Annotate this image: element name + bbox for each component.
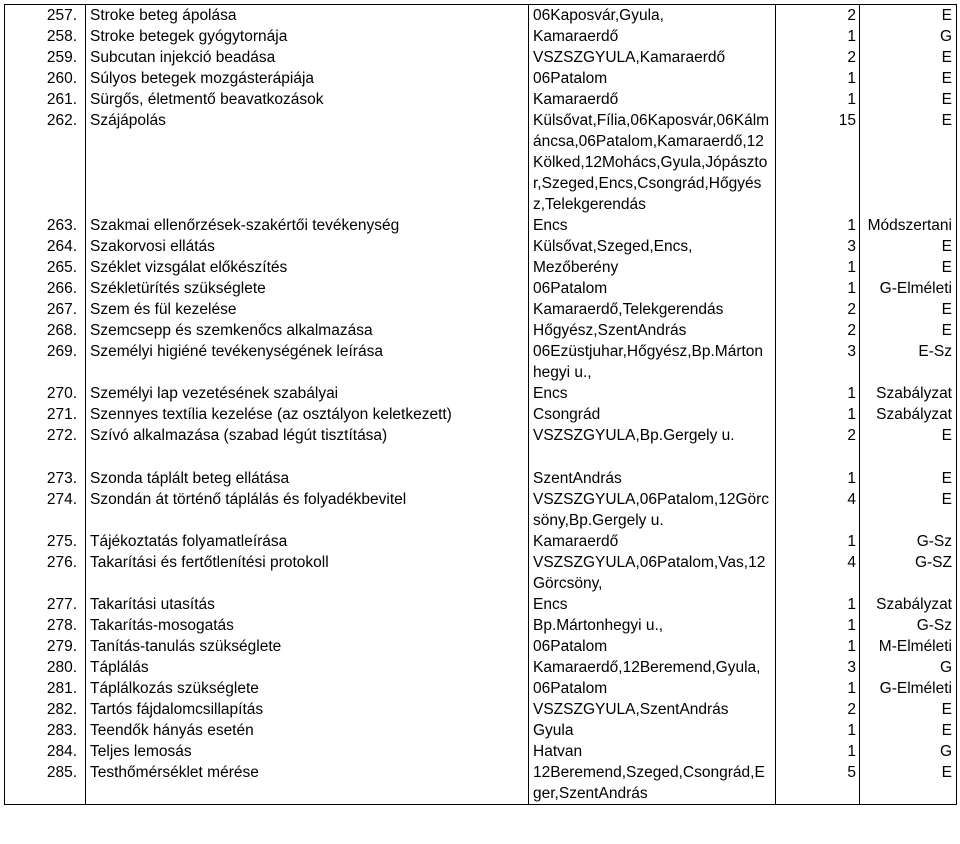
table-row bbox=[5, 68, 957, 89]
locations: SzentAndrás bbox=[529, 468, 776, 489]
table-row bbox=[5, 446, 957, 468]
table-row bbox=[5, 320, 957, 341]
category: M-Elméleti bbox=[860, 636, 957, 657]
location-count: 1 bbox=[776, 636, 860, 657]
procedure-title: Szájápolás bbox=[86, 110, 529, 215]
procedure-title: Széklet vizsgálat előkészítés bbox=[86, 257, 529, 278]
table-row bbox=[5, 531, 957, 552]
row-number: 261. bbox=[5, 89, 86, 110]
category bbox=[860, 446, 957, 468]
row-number: 258. bbox=[5, 26, 86, 47]
table-row bbox=[5, 615, 957, 636]
category: E bbox=[860, 320, 957, 341]
row-number: 257. bbox=[5, 5, 86, 27]
location-count: 1 bbox=[776, 468, 860, 489]
category: Módszertani bbox=[860, 215, 957, 236]
table-row bbox=[5, 278, 957, 299]
category: E bbox=[860, 89, 957, 110]
procedure-title: Személyi higiéné tevékenységének leírása bbox=[86, 341, 529, 383]
table-row bbox=[5, 236, 957, 257]
locations: VSZSZGYULA,SzentAndrás bbox=[529, 699, 776, 720]
locations: Kamaraerdő bbox=[529, 531, 776, 552]
table-row bbox=[5, 468, 957, 489]
table-row bbox=[5, 5, 957, 27]
location-count: 2 bbox=[776, 699, 860, 720]
locations: Hatvan bbox=[529, 741, 776, 762]
category: G bbox=[860, 26, 957, 47]
locations: 06Patalom bbox=[529, 636, 776, 657]
procedure-title: Táplálkozás szükséglete bbox=[86, 678, 529, 699]
table-row bbox=[5, 341, 957, 383]
locations: Külsővat,Szeged,Encs, bbox=[529, 236, 776, 257]
row-number: 285. bbox=[5, 762, 86, 805]
category: Szabályzat bbox=[860, 404, 957, 425]
procedure-title: Szakorvosi ellátás bbox=[86, 236, 529, 257]
location-count: 1 bbox=[776, 404, 860, 425]
procedure-title: Tájékoztatás folyamatleírása bbox=[86, 531, 529, 552]
procedure-table bbox=[4, 4, 957, 805]
location-count: 1 bbox=[776, 678, 860, 699]
location-count: 2 bbox=[776, 320, 860, 341]
location-count: 2 bbox=[776, 425, 860, 446]
procedure-title: Takarítási és fertőtlenítési protokoll bbox=[86, 552, 529, 594]
locations: 12Beremend,Szeged,Csongrád,Eger,SzentAndrás bbox=[529, 762, 776, 805]
table-row bbox=[5, 720, 957, 741]
row-number: 272. bbox=[5, 425, 86, 446]
locations: Külsővat,Fília,06Kaposvár,06Kálmáncsa,06Patalom,Kamaraerdő,12Kölked,12Mohács,Gyula,Jópásztor,Szeged,Encs,Csongrád,Hőgyész,Telekgerendás bbox=[529, 110, 776, 215]
locations: 06Patalom bbox=[529, 278, 776, 299]
locations: Bp.Mártonhegyi u., bbox=[529, 615, 776, 636]
row-number: 283. bbox=[5, 720, 86, 741]
location-count: 1 bbox=[776, 215, 860, 236]
row-number: 276. bbox=[5, 552, 86, 594]
row-number: 269. bbox=[5, 341, 86, 383]
procedure-title: Szívó alkalmazása (szabad légút tisztítása) bbox=[86, 425, 529, 446]
locations: VSZSZGYULA,06Patalom,12Görcsöny,Bp.Gergely u. bbox=[529, 489, 776, 531]
row-number: 273. bbox=[5, 468, 86, 489]
procedure-title: Sürgős, életmentő beavatkozások bbox=[86, 89, 529, 110]
location-count: 2 bbox=[776, 47, 860, 68]
locations: Hőgyész,SzentAndrás bbox=[529, 320, 776, 341]
procedure-title: Szonda táplált beteg ellátása bbox=[86, 468, 529, 489]
location-count: 3 bbox=[776, 341, 860, 383]
row-number: 270. bbox=[5, 383, 86, 404]
table-row bbox=[5, 299, 957, 320]
row-number: 284. bbox=[5, 741, 86, 762]
procedure-title: Szennyes textília kezelése (az osztályon keletkezett) bbox=[86, 404, 529, 425]
procedure-title: Szemcsepp és szemkenőcs alkalmazása bbox=[86, 320, 529, 341]
procedure-title: Súlyos betegek mozgásterápiája bbox=[86, 68, 529, 89]
category: E bbox=[860, 236, 957, 257]
procedure-title: Szem és fül kezelése bbox=[86, 299, 529, 320]
location-count: 15 bbox=[776, 110, 860, 215]
row-number bbox=[5, 446, 86, 468]
procedure-title: Személyi lap vezetésének szabályai bbox=[86, 383, 529, 404]
locations: Kamaraerdő bbox=[529, 89, 776, 110]
row-number: 267. bbox=[5, 299, 86, 320]
category: E bbox=[860, 299, 957, 320]
category: E bbox=[860, 720, 957, 741]
locations: 06Patalom bbox=[529, 68, 776, 89]
category: Szabályzat bbox=[860, 383, 957, 404]
locations: Encs bbox=[529, 383, 776, 404]
table-row bbox=[5, 594, 957, 615]
category: E bbox=[860, 699, 957, 720]
location-count: 1 bbox=[776, 615, 860, 636]
locations: Encs bbox=[529, 215, 776, 236]
location-count: 3 bbox=[776, 657, 860, 678]
locations: VSZSZGYULA,06Patalom,Vas,12Görcsöny, bbox=[529, 552, 776, 594]
location-count: 1 bbox=[776, 531, 860, 552]
table-row bbox=[5, 26, 957, 47]
location-count: 3 bbox=[776, 236, 860, 257]
location-count bbox=[776, 446, 860, 468]
table-row bbox=[5, 47, 957, 68]
table-row bbox=[5, 552, 957, 594]
locations: 06Kaposvár,Gyula, bbox=[529, 5, 776, 27]
category: E-Sz bbox=[860, 341, 957, 383]
procedure-title: Tartós fájdalomcsillapítás bbox=[86, 699, 529, 720]
location-count: 1 bbox=[776, 383, 860, 404]
location-count: 1 bbox=[776, 26, 860, 47]
category: E bbox=[860, 68, 957, 89]
locations: Kamaraerdő,12Beremend,Gyula, bbox=[529, 657, 776, 678]
row-number: 262. bbox=[5, 110, 86, 215]
row-number: 259. bbox=[5, 47, 86, 68]
table-row bbox=[5, 89, 957, 110]
category: E bbox=[860, 47, 957, 68]
locations: Encs bbox=[529, 594, 776, 615]
category: G bbox=[860, 741, 957, 762]
row-number: 264. bbox=[5, 236, 86, 257]
locations: 06Ezüstjuhar,Hőgyész,Bp.Mártonhegyi u., bbox=[529, 341, 776, 383]
row-number: 274. bbox=[5, 489, 86, 531]
row-number: 271. bbox=[5, 404, 86, 425]
location-count: 2 bbox=[776, 299, 860, 320]
location-count: 2 bbox=[776, 5, 860, 27]
table-row bbox=[5, 741, 957, 762]
row-number: 279. bbox=[5, 636, 86, 657]
table-row bbox=[5, 489, 957, 531]
locations: VSZSZGYULA,Bp.Gergely u. bbox=[529, 425, 776, 446]
location-count: 5 bbox=[776, 762, 860, 805]
category: G-SZ bbox=[860, 552, 957, 594]
procedure-title: Subcutan injekció beadása bbox=[86, 47, 529, 68]
row-number: 280. bbox=[5, 657, 86, 678]
procedure-title: Tanítás-tanulás szükséglete bbox=[86, 636, 529, 657]
procedure-title: Teendők hányás esetén bbox=[86, 720, 529, 741]
procedure-title: Takarítási utasítás bbox=[86, 594, 529, 615]
location-count: 1 bbox=[776, 257, 860, 278]
locations: Kamaraerdő,Telekgerendás bbox=[529, 299, 776, 320]
category: E bbox=[860, 110, 957, 215]
category: E bbox=[860, 257, 957, 278]
locations: Gyula bbox=[529, 720, 776, 741]
location-count: 1 bbox=[776, 68, 860, 89]
row-number: 260. bbox=[5, 68, 86, 89]
locations: Csongrád bbox=[529, 404, 776, 425]
location-count: 4 bbox=[776, 552, 860, 594]
procedure-title: Testhőmérséklet mérése bbox=[86, 762, 529, 805]
procedure-title: Táplálás bbox=[86, 657, 529, 678]
row-number: 281. bbox=[5, 678, 86, 699]
table-row bbox=[5, 636, 957, 657]
category: G-Sz bbox=[860, 615, 957, 636]
category: Szabályzat bbox=[860, 594, 957, 615]
table-row bbox=[5, 657, 957, 678]
category: G-Elméleti bbox=[860, 678, 957, 699]
row-number: 275. bbox=[5, 531, 86, 552]
location-count: 1 bbox=[776, 594, 860, 615]
table-row bbox=[5, 678, 957, 699]
category: G-Elméleti bbox=[860, 278, 957, 299]
locations: Mezőberény bbox=[529, 257, 776, 278]
location-count: 1 bbox=[776, 741, 860, 762]
category: E bbox=[860, 468, 957, 489]
table-row bbox=[5, 762, 957, 805]
locations: Kamaraerdő bbox=[529, 26, 776, 47]
procedure-title: Stroke betegek gyógytornája bbox=[86, 26, 529, 47]
table-row bbox=[5, 257, 957, 278]
location-count: 1 bbox=[776, 278, 860, 299]
category: G bbox=[860, 657, 957, 678]
category: E bbox=[860, 762, 957, 805]
locations: VSZSZGYULA,Kamaraerdő bbox=[529, 47, 776, 68]
procedure-title bbox=[86, 446, 529, 468]
procedure-title: Székletürítés szükséglete bbox=[86, 278, 529, 299]
category: E bbox=[860, 489, 957, 531]
location-count: 1 bbox=[776, 720, 860, 741]
row-number: 282. bbox=[5, 699, 86, 720]
row-number: 263. bbox=[5, 215, 86, 236]
procedure-title: Stroke beteg ápolása bbox=[86, 5, 529, 27]
row-number: 277. bbox=[5, 594, 86, 615]
table-row bbox=[5, 110, 957, 215]
row-number: 265. bbox=[5, 257, 86, 278]
table-row bbox=[5, 404, 957, 425]
table-row bbox=[5, 383, 957, 404]
procedure-title: Szondán át történő táplálás és folyadékbevitel bbox=[86, 489, 529, 531]
table-row bbox=[5, 425, 957, 446]
row-number: 268. bbox=[5, 320, 86, 341]
locations: 06Patalom bbox=[529, 678, 776, 699]
row-number: 266. bbox=[5, 278, 86, 299]
table-row bbox=[5, 215, 957, 236]
procedure-title: Teljes lemosás bbox=[86, 741, 529, 762]
location-count: 4 bbox=[776, 489, 860, 531]
procedure-title: Szakmai ellenőrzések-szakértői tevékenység bbox=[86, 215, 529, 236]
location-count: 1 bbox=[776, 89, 860, 110]
row-number: 278. bbox=[5, 615, 86, 636]
category: E bbox=[860, 5, 957, 27]
locations bbox=[529, 446, 776, 468]
procedure-title: Takarítás-mosogatás bbox=[86, 615, 529, 636]
category: G-Sz bbox=[860, 531, 957, 552]
category: E bbox=[860, 425, 957, 446]
table-row bbox=[5, 699, 957, 720]
